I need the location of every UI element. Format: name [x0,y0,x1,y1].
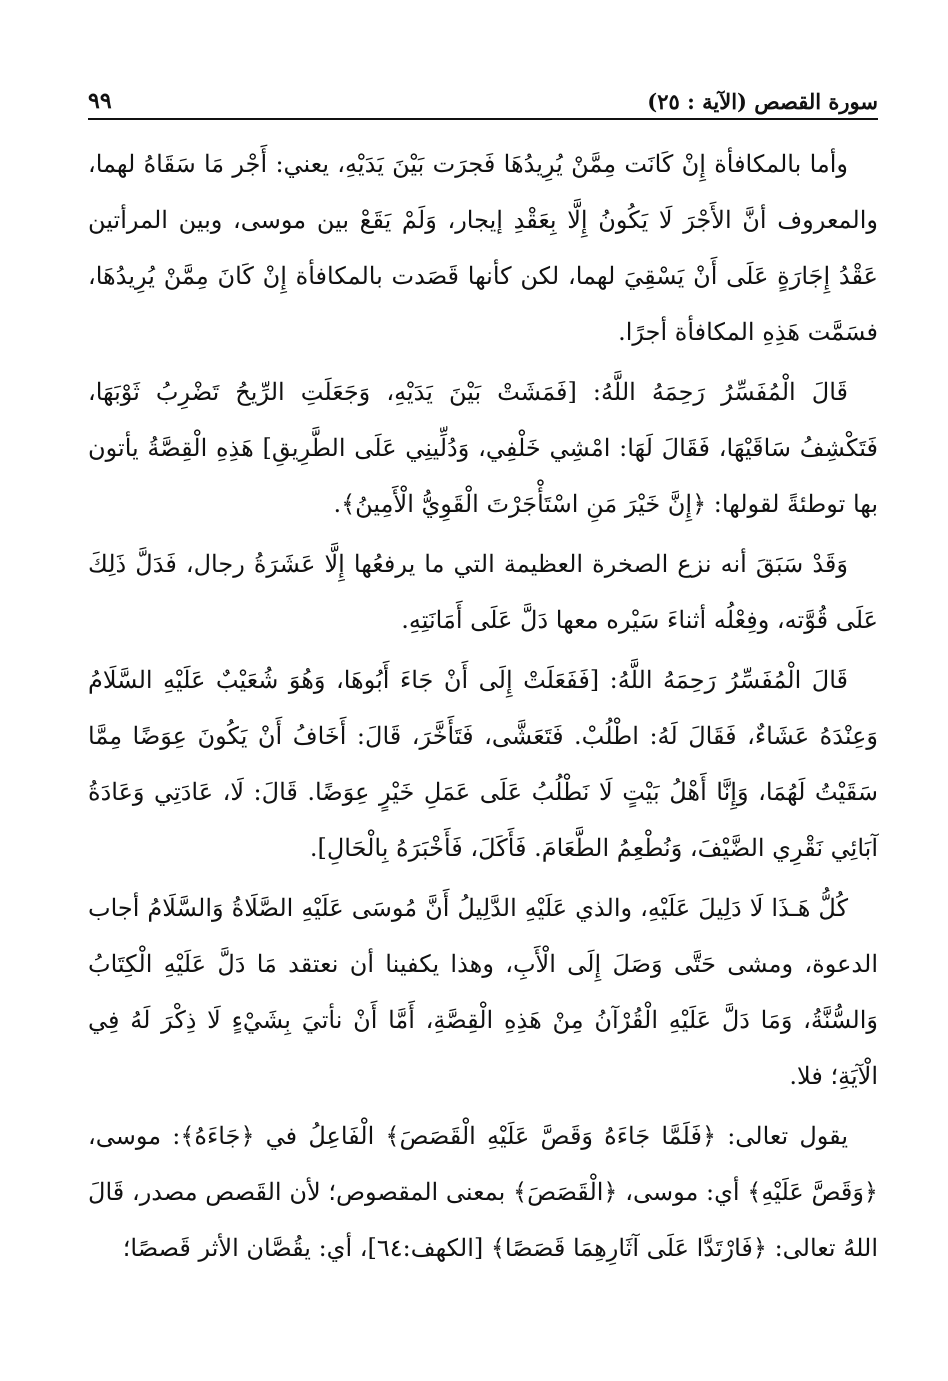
paragraph-verse-story: يقول تعالى: ﴿فَلَمَّا جَاءَهُ وَقَصَّ عَلَيْهِ الْقَصَصَ﴾ الْفَاعِلُ في ﴿جَاءَهُ﴾: موسى، ﴿وَقَصَّ عَلَيْهِ﴾ أي: موسى، ﴿الْقَصَصَ﴾ بمعنى المقصوص؛ لأن القَصص مصدر، قَالَ اللهُ تعالى: ﴿فَارْتَدَّا عَلَى آثَارِهِمَا قَصَصًا﴾ [الكهف:٦٤]، أي: يقُصَّان الأثر قَصصًا؛ [88,1122,878,1262]
page-header [88,86,878,120]
paragraph-reward: وأما بالمكافأة إِنْ كَانَت مِمَّنْ يُرِيدُهَا فَجرَت بَيْنَ يَدَيْهِ، يعني: أَجْر مَا سَقَاهُ لهما، والمعروف أنَّ الأَجْرَ لَا يَكُونُ إِلَّا بِعَقْدِ إيجار، وَلَمْ يَقَعْ بين موسى، وبين المرأتين عَقْدُ إِجَارَةٍ عَلَى أَنْ يَسْقِيَ لهما، لكن كأنها قَصَدت بالمكافأة إِنْ كَانَ مِمَّنْ يُرِيدُهَا، فسَمَّت هَذِهِ المكافأة أجرًا. [88,150,878,346]
paragraph-commentator-father: قَالَ الْمُفَسِّرُ رَحِمَهُ اللَّهُ: [فَفَعَلَتْ إِلَى أَنْ جَاءَ أَبُوهَا، وَهُوَ شُعَيْبٌ عَلَيْهِ السَّلَامُ وَعِنْدَهُ عَشَاءٌ، فَقَالَ لَهُ: اطْلُبْ. فَتَعَشَّى، فَتَأَخَّرَ، قَالَ: أَخَافُ أَنْ يَكُونَ عِوَضًا مِمَّا سَقَيْتُ لَهُمَا، وَإِنَّا أَهْلُ بَيْتٍ لَا نَطْلُبُ عَلَى عَمَلِ خَيْرٍ عِوَضًا. قَالَ: لَا، عَادَتِي وَعَادَةُ آبَائِي نَقْرِي الضَّيْفَ، وَنُطْعِمُ الطَّعَامَ. فَأَكَلَ، فَأَخْبَرَهُ بِالْحَالِ]. [88,666,878,862]
page-body [88,136,878,1276]
page-number: ٩٩ [88,88,112,114]
paragraph-strength: وَقَدْ سَبَقَ أنه نزع الصخرة العظيمة التي ما يرفعُها إِلَّا عَشَرَةُ رجال، فَدَلَّ ذَلِكَ عَلَى قُوَّته، وفِعْلُه أثناءَ سَيْره معها دَلَّ عَلَى أَمَانَتِهِ. [88,550,878,634]
book-page [88,86,878,1280]
paragraph-commentator-walk: قَالَ الْمُفَسِّرُ رَحِمَهُ اللَّهُ: [فَمَشَتْ بَيْنَ يَدَيْهِ، وَجَعَلَتِ الرِّيحُ تَضْرِبُ ثَوْبَهَا، فَتَكْشِفُ سَاقَيْهَا، فَقَالَ لَهَا: امْشِي خَلْفِي، وَدُلِّينِي عَلَى الطَّرِيقِ] هَذِهِ الْقِصَّةُ يأتون بها توطئةً لقولها: ﴿إِنَّ خَيْرَ مَنِ اسْتَأْجَرْتَ الْقَوِيُّ الْأَمِينُ﴾. [88,378,878,518]
paragraph-no-evidence: كُلُّ هَـذَا لَا دَلِيلَ عَلَيْهِ، والذي عَلَيْهِ الدَّلِيلُ أَنَّ مُوسَى عَلَيْهِ الصَّلَاةُ وَالسَّلَامُ أجاب الدعوة، ومشى حَتَّى وَصَلَ إِلَى الْأَبِ، وهذا يكفينا أن نعتقد مَا دَلَّ عَلَيْهِ الْكِتَابُ وَالسُّنَّةُ، وَمَا دَلَّ عَلَيْهِ الْقُرْآنُ مِنْ هَذِهِ الْقِصَّةِ، أَمَّا أَنْ نأتيَ بِشَيْءٍ لَا ذِكْرَ لَهُ فِي الْآيَةِ؛ فلا. [88,894,878,1090]
running-title: سورة القصص (الآية : ٢٥) [647,89,878,114]
